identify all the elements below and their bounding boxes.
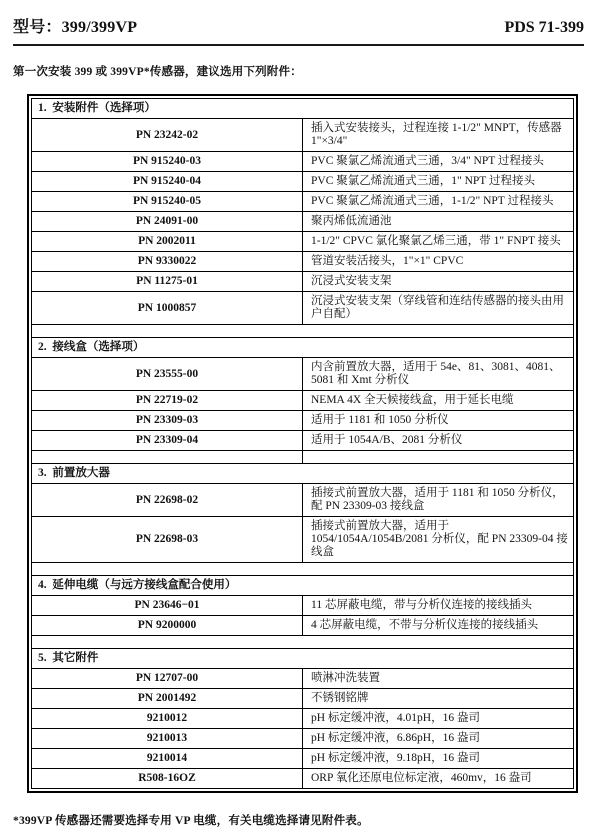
accessories-table (31, 98, 574, 789)
section-title: 2. 接线盒（选择项） (32, 338, 574, 358)
part-number-cell: 9210014 (32, 749, 303, 769)
part-number-cell: PN 2002011 (32, 232, 303, 252)
part-number-cell: PN 22719-02 (32, 391, 303, 411)
table-row (32, 192, 574, 212)
part-description-cell: 插接式前置放大器，适用于 1054/1054A/1054B/2081 分析仪，配 PN 23309-04 接线盒 (303, 517, 574, 563)
table-row (32, 292, 574, 325)
spacer-row (32, 636, 574, 649)
part-number-cell: PN 1000857 (32, 292, 303, 325)
part-description-cell: 插接式前置放大器，适用于 1181 和 1050 分析仪，配 PN 23309-03 接线盒 (303, 484, 574, 517)
part-description-cell: 4 芯屏蔽电缆，不带与分析仪连接的接线插头 (303, 616, 574, 636)
part-number-cell: PN 9200000 (32, 616, 303, 636)
section-title-row (32, 576, 574, 596)
table-row (32, 172, 574, 192)
accessories-table-frame (27, 94, 578, 793)
part-number-cell: PN 23309-04 (32, 431, 303, 451)
part-description-cell: ORP 氧化还原电位标定液，460mv，16 盎司 (303, 769, 574, 789)
part-description-cell: PVC 聚氯乙烯流通式三通，3/4" NPT 过程接头 (303, 152, 574, 172)
part-description-cell: 聚丙烯低流通池 (303, 212, 574, 232)
part-description-cell: pH 标定缓冲液，4.01pH，16 盎司 (303, 709, 574, 729)
spacer-row (32, 451, 574, 464)
part-number-cell: PN 23309-03 (32, 411, 303, 431)
part-number-cell: PN 9330022 (32, 252, 303, 272)
footnote-text: *399VP 传感器还需要选择专用 VP 电缆，有关电缆选择请见附件表。 (13, 815, 369, 827)
part-description-cell: 管道安装活接头，1"×1" CPVC (303, 252, 574, 272)
section-title-row (32, 649, 574, 669)
part-number-cell: R508-16OZ (32, 769, 303, 789)
spacer-cell (32, 636, 574, 649)
part-number-cell: PN 12707-00 (32, 669, 303, 689)
table-row (32, 616, 574, 636)
spacer-cell (32, 325, 574, 338)
part-description-cell: 喷淋冲洗装置 (303, 669, 574, 689)
part-description-cell: 沉浸式安装支架 (303, 272, 574, 292)
part-number-cell: PN 23646−01 (32, 596, 303, 616)
table-row (32, 252, 574, 272)
part-number-cell: PN 2001492 (32, 689, 303, 709)
table-row (32, 749, 574, 769)
part-description-cell: 插入式安装接头，过程连接 1-1/2" MNPT，传感器 1"×3/4" (303, 119, 574, 152)
part-number-cell: 9210013 (32, 729, 303, 749)
spacer-row (32, 563, 574, 576)
table-row (32, 152, 574, 172)
part-number-cell: PN 23555-00 (32, 358, 303, 391)
part-number-cell: PN 915240-05 (32, 192, 303, 212)
section-title: 3. 前置放大器 (32, 464, 574, 484)
table-row (32, 689, 574, 709)
table-row (32, 729, 574, 749)
section-title: 4. 延伸电缆（与远方接线盒配合使用） (32, 576, 574, 596)
section-title: 1. 安装附件（选择项） (32, 99, 574, 119)
part-number-cell: PN 23242-02 (32, 119, 303, 152)
part-description-cell: 内含前置放大器，适用于 54e、81、3081、4081、5081 和 Xmt 分析仪 (303, 358, 574, 391)
spacer-row (32, 325, 574, 338)
intro-text: 第一次安装 399 或 399VP*传感器，建议选用下列附件： (13, 66, 302, 78)
model-title: 型号：399/399VP (13, 19, 138, 36)
table-row (32, 411, 574, 431)
part-description-cell: 沉浸式安装支架（穿线管和连结传感器的接头由用户自配） (303, 292, 574, 325)
table-row (32, 709, 574, 729)
part-number-cell: PN 11275-01 (32, 272, 303, 292)
part-description-cell: NEMA 4X 全天候接线盒，用于延长电缆 (303, 391, 574, 411)
part-description-cell: PVC 聚氯乙烯流通式三通，1-1/2" NPT 过程接头 (303, 192, 574, 212)
table-row (32, 391, 574, 411)
part-description-cell: 1-1/2" CPVC 氯化聚氯乙烯三通，带 1" FNPT 接头 (303, 232, 574, 252)
part-description-cell: pH 标定缓冲液，9.18pH，16 盎司 (303, 749, 574, 769)
part-number-cell: PN 22698-02 (32, 484, 303, 517)
table-row (32, 669, 574, 689)
part-description-cell: pH 标定缓冲液，6.86pH，16 盎司 (303, 729, 574, 749)
section-title-row (32, 99, 574, 119)
section-title: 5. 其它附件 (32, 649, 574, 669)
spacer-cell (32, 563, 574, 576)
section-title-row (32, 338, 574, 358)
accessories-table-body (32, 99, 574, 789)
part-description-cell: 11 芯屏蔽电缆，带与分析仪连接的接线插头 (303, 596, 574, 616)
table-row (32, 769, 574, 789)
part-number-cell: PN 24091-00 (32, 212, 303, 232)
table-row (32, 232, 574, 252)
part-number-cell: PN 915240-03 (32, 152, 303, 172)
part-description-cell: 适用于 1181 和 1050 分析仪 (303, 411, 574, 431)
document-header (13, 14, 584, 46)
table-row (32, 212, 574, 232)
spacer-desc-cell (303, 451, 574, 464)
doc-number: PDS 71-399 (504, 19, 584, 36)
part-number-cell: PN 915240-04 (32, 172, 303, 192)
table-row (32, 596, 574, 616)
section-title-row (32, 464, 574, 484)
spacer-pn-cell (32, 451, 303, 464)
table-row (32, 517, 574, 563)
part-number-cell: 9210012 (32, 709, 303, 729)
part-description-cell: PVC 聚氯乙烯流通式三通，1" NPT 过程接头 (303, 172, 574, 192)
part-description-cell: 适用于 1054A/B、2081 分析仪 (303, 431, 574, 451)
table-row (32, 358, 574, 391)
part-description-cell: 不锈钢铭牌 (303, 689, 574, 709)
table-row (32, 484, 574, 517)
table-row (32, 119, 574, 152)
part-number-cell: PN 22698-03 (32, 517, 303, 563)
table-row (32, 431, 574, 451)
table-row (32, 272, 574, 292)
